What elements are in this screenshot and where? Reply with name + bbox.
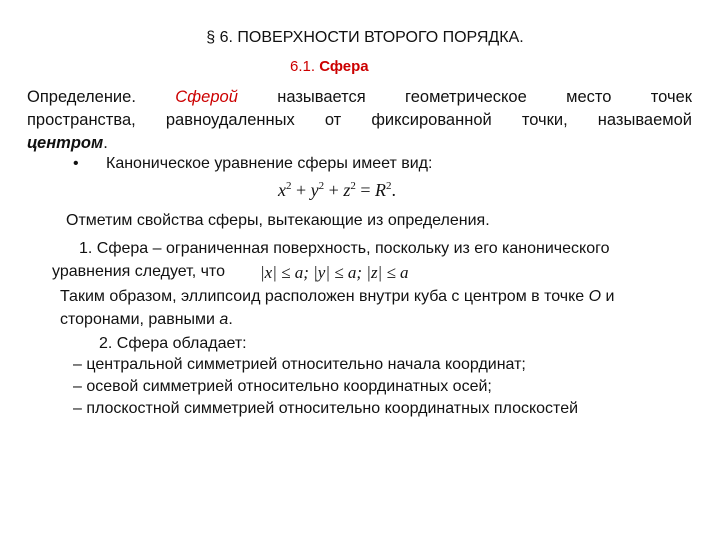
side-a: a <box>219 311 229 328</box>
property-2: 2. Сфера обладает: <box>99 335 247 352</box>
definition-term: Сферой <box>175 88 238 106</box>
eq-plus-1: + <box>291 180 311 200</box>
section-title-text: § 6. ПОВЕРХНОСТИ ВТОРОГО ПОРЯДКА <box>206 29 520 46</box>
definition-line-1 <box>27 86 692 109</box>
properties-intro: Отметим свойства сферы, вытекающие из определения. <box>66 212 490 229</box>
section-title <box>0 29 720 47</box>
symmetry-item-planar: – плоскостной симметрией относительно координатных плоскостей <box>73 400 579 417</box>
property-1-line-2: уравнения следует, что <box>52 263 225 280</box>
eq-R: R <box>374 180 386 200</box>
bullet-text: Каноническое уравнение сферы имеет вид: <box>106 155 433 172</box>
center-term: центром <box>27 134 104 152</box>
eq-equals: = <box>355 180 375 200</box>
sphere-equation <box>278 180 396 201</box>
conclusion-text-1: Таким образом, эллипсоид расположен внутри куба с центром в точке <box>60 288 585 305</box>
eq-x-exp: 2 <box>286 180 292 192</box>
eq-x: x <box>278 180 286 200</box>
property-1-line-1: 1. Сфера – ограниченная поверхность, поскольку из его канонического <box>79 240 610 257</box>
eq-R-exp: 2 <box>385 180 392 192</box>
symmetry-item-central: – центральной симметрией относительно начала координат; <box>73 356 526 373</box>
subsection-name: Сфера <box>319 58 369 75</box>
eq-y: y <box>310 180 319 200</box>
definition-lead: Определение. <box>27 88 136 106</box>
bullet-marker: • <box>73 155 79 172</box>
conclusion-text-2: сторонами, равными <box>60 311 220 328</box>
section-title-dot: . <box>519 29 524 46</box>
eq-dot: . <box>391 180 396 200</box>
subsection-title <box>290 58 369 75</box>
symmetry-item-axial: – осевой симметрией относительно координатных осей; <box>73 378 492 395</box>
eq-z: z <box>343 180 351 200</box>
point-O: O <box>588 288 602 305</box>
eq-y-exp: 2 <box>318 180 325 192</box>
conclusion-line-2 <box>60 311 233 329</box>
definition-line-3 <box>27 132 692 155</box>
conclusion-end: . <box>228 311 233 328</box>
eq-z-exp: 2 <box>350 180 356 192</box>
bound-inequalities: |x| ≤ a; |y| ≤ a; |z| ≤ a <box>260 263 409 282</box>
subsection-number: 6.1. <box>290 58 316 75</box>
eq-plus-2: + <box>324 180 344 200</box>
conclusion-line-1 <box>60 288 615 306</box>
definition-line1-rest: называется геометрическое место точек <box>277 88 692 106</box>
definition-line-2: пространства, равноудаленных от фиксированной точки, называемой <box>27 111 692 129</box>
definition-end-dot: . <box>103 134 108 152</box>
definition-paragraph <box>27 86 692 155</box>
conclusion-and: и <box>601 288 615 305</box>
